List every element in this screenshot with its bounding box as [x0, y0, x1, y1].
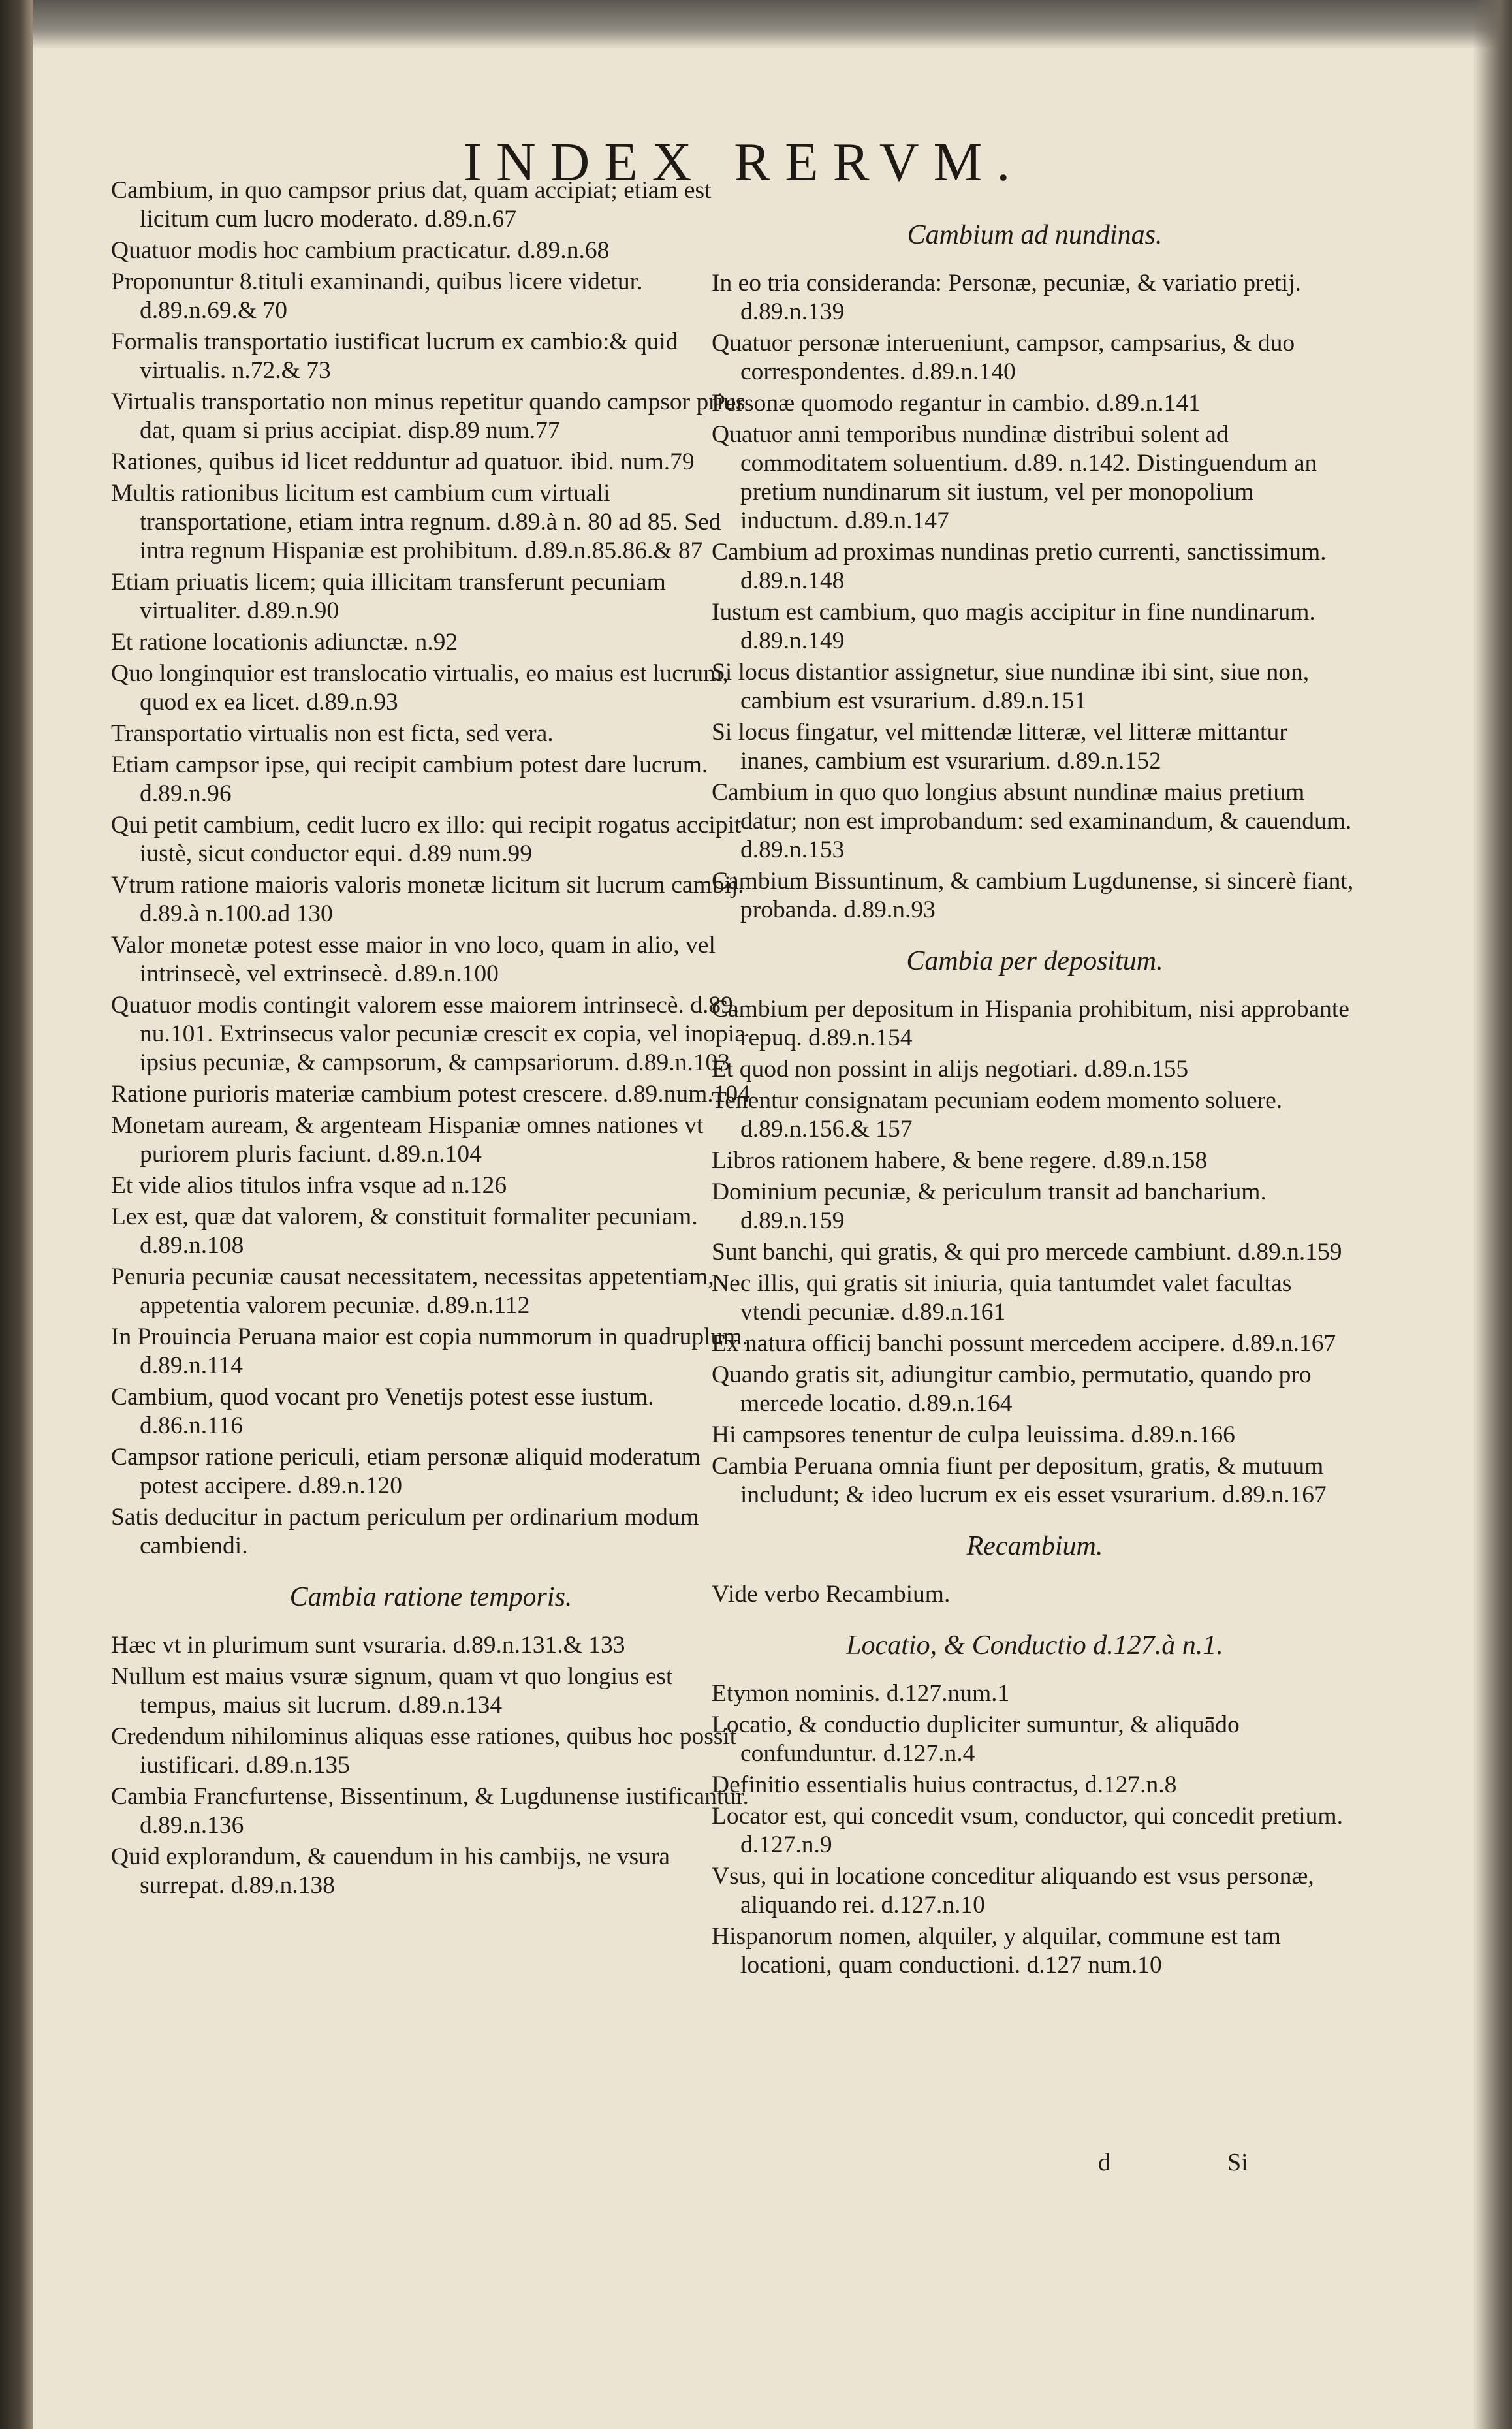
index-entry: In Prouincia Peruana maior est copia nummorum in quadruplum. d.89.n.114	[111, 1324, 748, 1379]
index-entry: Cambium, in quo campsor prius dat, quam accipiat; etiam est licitum cum lucro moderato. d.89.n.67	[111, 177, 712, 232]
right-column	[712, 176, 1358, 1982]
index-entry: Nec illis, qui gratis sit iniuria, quia tantumdet valet facultas vtendi pecuniæ. d.89.n.161	[712, 1270, 1292, 1326]
index-entry: Multis rationibus licitum est cambium cum virtuali transportatione, etiam intra regnum. d.89.à n. 80 ad 85. Sed intra regnum Hispaniæ est prohibitum. d.89.n.85.86.& 87	[111, 480, 721, 564]
index-entry: Monetam auream, & argenteam Hispaniæ omnes nationes vt puriorem pluris faciunt. d.89.n.104	[111, 1112, 704, 1167]
index-entry: Ratione purioris materiæ cambium potest crescere. d.89.num.104	[111, 1081, 750, 1107]
index-entry: Quatuor modis contingit valorem esse maiorem intrinsecè. d.89. nu.101. Extrinsecus valor pecuniæ crescit ex copia, vel inopia ipsius pecuniæ, & campsorum, & campsariorum. d.89.n.103	[111, 992, 746, 1076]
index-entry: Etiam priuatis licem; quia illicitam transferunt pecuniam virtualiter. d.89.n.90	[111, 569, 666, 624]
index-entry: Et ratione locationis adiunctæ. n.92	[111, 629, 458, 656]
index-entry: Iustum est cambium, quo magis accipitur in fine nundinarum. d.89.n.149	[712, 599, 1315, 654]
index-entry: Locator est, qui concedit vsum, conductor, qui concedit pretium. d.127.n.9	[712, 1803, 1343, 1858]
index-entry: Lex est, quæ dat valorem, & constituit formaliter pecuniam. d.89.n.108	[111, 1203, 698, 1259]
index-entry: Sunt banchi, qui gratis, & qui pro mercede cambiunt. d.89.n.159	[712, 1239, 1342, 1265]
section-heading: Cambia per depositum.	[906, 946, 1163, 976]
index-entry: Cambia Peruana omnia fiunt per depositum, gratis, & mutuum includunt; & ideo lucrum ex eis esset vsurarium. d.89.n.167	[712, 1453, 1327, 1508]
left-column	[111, 176, 751, 1903]
index-entry: Formalis transportatio iustificat lucrum ex cambio:& quid virtualis. n.72.& 73	[111, 328, 678, 384]
index-entry: Hi campsores tenentur de culpa leuissima. d.89.n.166	[712, 1421, 1235, 1448]
index-entry: Hæc vt in plurimum sunt vsuraria. d.89.n.131.& 133	[111, 1632, 625, 1659]
index-entry: Locatio, & conductio dupliciter sumuntur, & aliquādo confunduntur. d.127.n.4	[712, 1711, 1240, 1767]
index-entry: Quo longinquior est translocatio virtualis, eo maius est lucrum, quod ex ea licet. d.89.n.93	[111, 660, 729, 716]
index-entry: Definitio essentialis huius contractus, d.127.n.8	[712, 1771, 1177, 1798]
index-entry: Cambium, quod vocant pro Venetijs potest esse iustum. d.86.n.116	[111, 1384, 654, 1439]
index-entry: Cambium ad proximas nundinas pretio currenti, sanctissimum. d.89.n.148	[712, 539, 1327, 594]
index-entry: In eo tria consideranda: Personæ, pecuniæ, & variatio pretij. d.89.n.139	[712, 270, 1301, 325]
index-entry: Personæ quomodo regantur in cambio. d.89.n.141	[712, 390, 1201, 417]
index-entry: Si locus distantior assignetur, siue nundinæ ibi sint, siue non, cambium est vsurarium. d.89.n.151	[712, 659, 1310, 714]
index-entry: Cambium Bissuntinum, & cambium Lugdunense, si sincerè fiant, probanda. d.89.n.93	[712, 868, 1354, 923]
index-entry: Hispanorum nomen, alquiler, y alquilar, commune est tam locationi, quam conductioni. d.127 num.10	[712, 1923, 1281, 1978]
index-entry: Quando gratis sit, adiungitur cambio, permutatio, quando pro mercede locatio. d.89.n.164	[712, 1361, 1312, 1417]
index-entry: Vsus, qui in locatione conceditur aliquando est vsus personæ, aliquando rei. d.127.n.10	[712, 1863, 1314, 1918]
index-entry: Vide verbo Recambium.	[712, 1581, 951, 1608]
section-heading: Recambium.	[966, 1531, 1103, 1561]
index-entry: Si locus fingatur, vel mittendæ litteræ, vel litteræ mittantur inanes, cambium est vsurarium. d.89.n.152	[712, 719, 1287, 774]
index-entry: Credendum nihilominus aliquas esse rationes, quibus hoc possit iustificari. d.89.n.135	[111, 1723, 737, 1779]
index-entry: Satis deducitur in pactum periculum per ordinarium modum cambiendi.	[111, 1504, 699, 1559]
index-entry: Quatuor modis hoc cambium practicatur. d.89.n.68	[111, 237, 610, 264]
index-entry: Tenentur consignatam pecuniam eodem momento soluere. d.89.n.156.& 157	[712, 1087, 1283, 1143]
index-entry: Quid explorandum, & cauendum in his cambijs, ne vsura surrepat. d.89.n.138	[111, 1843, 670, 1899]
index-entry: Dominium pecuniæ, & periculum transit ad bancharium. d.89.n.159	[712, 1179, 1267, 1234]
index-entry: Cambia Francfurtense, Bissentinum, & Lugdunense iustificantur. d.89.n.136	[111, 1783, 749, 1839]
section-heading: Locatio, & Conductio d.127.à n.1.	[846, 1630, 1223, 1660]
index-entry: Quatuor anni temporibus nundinæ distribui solent ad commoditatem soluentium. d.89. n.142. Distinguendum an pretium nundinarum sit iustum, vel per monopolium inductum. d.89.n.147	[712, 421, 1317, 534]
index-entry: Rationes, quibus id licet redduntur ad quatuor. ibid. num.79	[111, 449, 695, 475]
index-entry: Virtualis transportatio non minus repetitur quando campsor prius dat, quam si prius accipiat. disp.89 num.77	[111, 389, 746, 444]
page-title: INDEX RERVM.	[464, 132, 1025, 193]
index-entry: Etiam campsor ipse, qui recipit cambium potest dare lucrum. d.89.n.96	[111, 752, 708, 807]
index-entry: Cambium in quo quo longius absunt nundinæ maius pretium datur; non est improbandum: sed examinandum, & cauendum. d.89.n.153	[712, 779, 1352, 863]
book-page	[33, 0, 1512, 2429]
index-entry: Campsor ratione periculi, etiam personæ aliquid moderatum potest accipere. d.89.n.120	[111, 1444, 701, 1499]
index-entry: Penuria pecuniæ causat necessitatem, necessitas appetentiam, appetentia valorem pecuniæ. d.89.n.112	[111, 1263, 714, 1319]
page-gutter-shadow	[1473, 0, 1512, 2429]
index-entry: Quatuor personæ interueniunt, campsor, campsarius, & duo correspondentes. d.89.n.140	[712, 330, 1295, 385]
index-entry: Nullum est maius vsuræ signum, quam vt quo longius est tempus, maius sit lucrum. d.89.n.134	[111, 1663, 673, 1719]
index-entry: Libros rationem habere, & bene regere. d.89.n.158	[712, 1147, 1208, 1174]
index-entry: Cambium per depositum in Hispania prohibitum, nisi approbante repuq. d.89.n.154	[712, 996, 1349, 1051]
index-entry: Qui petit cambium, cedit lucro ex illo: qui recipit rogatus accipit iustè, sicut conductor equi. d.89 num.99	[111, 812, 742, 867]
index-entry: Vtrum ratione maioris valoris monetæ licitum sit lucrum cambij. d.89.à n.100.ad 130	[111, 872, 744, 927]
page-top-edge	[33, 0, 1512, 49]
index-entry: Proponuntur 8.tituli examinandi, quibus licere videtur. d.89.n.69.& 70	[111, 268, 643, 324]
index-entry: Transportatio virtualis non est ficta, sed vera.	[111, 720, 554, 747]
book-binding-edge	[0, 0, 33, 2429]
index-entry: Etymon nominis. d.127.num.1	[712, 1680, 1010, 1707]
index-entry: Ex natura officij banchi possunt mercedem accipere. d.89.n.167	[712, 1330, 1336, 1357]
index-entry: Et vide alios titulos infra vsque ad n.126	[111, 1172, 507, 1199]
index-entry: Valor monetæ potest esse maior in vno loco, quam in alio, vel intrinsecè, vel extrinsecè. d.89.n.100	[111, 932, 716, 987]
section-heading: Cambia ratione temporis.	[289, 1582, 573, 1612]
catchword: Si	[1227, 2149, 1248, 2176]
section-heading: Cambium ad nundinas.	[907, 220, 1163, 250]
signature-mark: d	[1098, 2149, 1110, 2176]
index-entry: Et quod non possint in alijs negotiari. d.89.n.155	[712, 1056, 1189, 1083]
